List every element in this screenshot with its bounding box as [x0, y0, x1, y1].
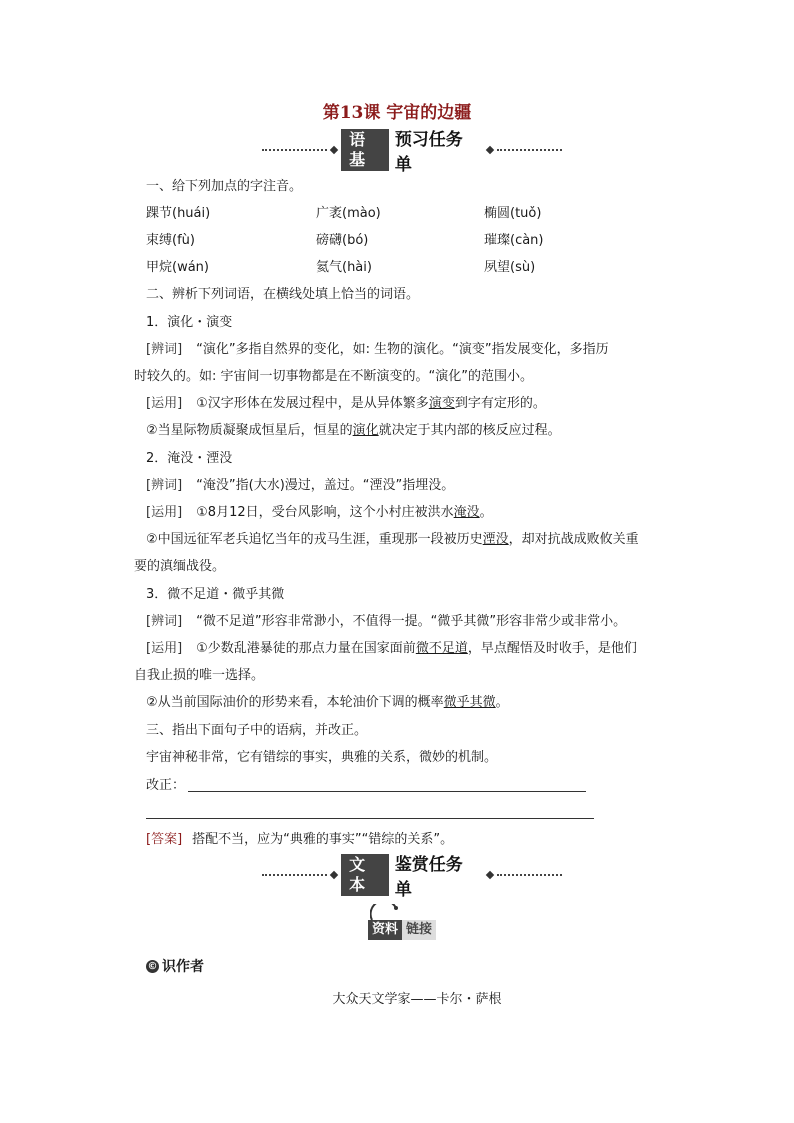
yunyong-line	[146, 395, 546, 413]
sentence-text: ①8月12日，受台风影响，这个小村庄被洪水	[196, 505, 454, 520]
bianci-tag: [辨词]	[146, 614, 183, 629]
resource-label	[368, 920, 436, 940]
sentence-text: ，早点醒悟及时收手，是他们	[467, 641, 637, 656]
bianci-text: “淹没”指(大水)漫过，盖过。“湮没”指埋没。	[196, 478, 455, 493]
sentence-text: ①汉字形体在发展过程中，是从异体繁多	[196, 396, 429, 411]
banner-tag: 语基	[341, 129, 389, 171]
bianci-text: “微不足道”形容非常渺小，不值得一提。“微乎其微”形容非常少或非常小。	[196, 614, 627, 629]
sentence-text: ②从当前国际油价的形势来看，本轮油价下调的概率	[146, 695, 444, 710]
bianci-text: “演化”多指自然界的变化，如: 生物的演化。“演变”指发展变化，多指历	[196, 342, 609, 357]
author-title: 大众天文学家——卡尔・萨根	[332, 992, 502, 1007]
pinyin-item: 甲烷(wán)	[146, 260, 209, 275]
sentence-text: 就决定于其内部的核反应过程。	[378, 423, 561, 438]
answer-line	[146, 831, 453, 849]
bianci-line	[146, 613, 626, 631]
resource-label-b: 链接	[402, 920, 436, 940]
fix-label: 改正：	[146, 778, 186, 793]
sentence-continuation: 自我止损的唯一选择。	[134, 668, 265, 683]
banner-title: 鉴赏任务单	[394, 855, 463, 900]
faulty-sentence: 宇宙神秘非常，它有错综的事实，典雅的关系，微妙的机制。	[146, 750, 498, 765]
yunyong-line	[146, 531, 639, 549]
section-banner-appreciation	[262, 855, 562, 900]
sentence-text: ②当星际物质凝聚成恒星后，恒星的	[146, 423, 353, 438]
bianci-line	[146, 477, 454, 495]
sentence-text: 到字有定形的。	[454, 396, 546, 411]
pinyin-item: 璀璨(càn)	[484, 233, 544, 248]
page-title: 第13课 宇宙的边疆	[322, 103, 472, 123]
section1-heading: 一、给下列加点的字注音。	[146, 179, 303, 194]
banner-tag: 文本	[341, 854, 389, 896]
banner-dots-left	[262, 149, 327, 151]
yunyong-line	[146, 640, 637, 658]
yunyong-tag: [运用]	[146, 396, 183, 411]
fill-answer: 淹没	[453, 505, 480, 520]
fill-answer: 微不足道	[415, 641, 468, 656]
fill-answer: 微乎其微	[443, 695, 496, 710]
answer-tag: [答案]	[146, 832, 183, 847]
yunyong-line	[146, 504, 493, 522]
author-heading-text: 识作者	[162, 959, 204, 975]
answer-text: 搭配不当，应为“典雅的事实”“错综的关系”。	[192, 832, 454, 847]
yunyong-tag: [运用]	[146, 641, 183, 656]
bianci-tag: [辨词]	[146, 342, 183, 357]
author-heading	[146, 956, 204, 976]
resource-label-a: 资料	[368, 920, 402, 940]
sentence-text: 。	[479, 505, 493, 520]
banner-dots-right	[497, 874, 562, 876]
sentence-text: 。	[495, 695, 509, 710]
banner-diamond-left	[330, 871, 338, 879]
bianci-line	[146, 341, 609, 359]
pinyin-item: 椭圆(tuǒ)	[484, 206, 542, 221]
section-banner-preview	[262, 130, 562, 175]
section3-heading: 三、指出下面句子中的语病，并改正。	[146, 723, 368, 738]
bianci-tag: [辨词]	[146, 478, 183, 493]
yunyong-line	[146, 694, 509, 712]
banner-title: 预习任务单	[394, 130, 463, 175]
fill-answer: 湮没	[482, 532, 509, 547]
banner-diamond-right	[486, 146, 494, 154]
sentence-continuation: 要的滇缅战役。	[134, 559, 226, 574]
pinyin-item: 踝节(huái)	[146, 206, 211, 221]
answer-blank-line	[146, 818, 594, 819]
banner-dots-right	[497, 149, 562, 151]
section2-heading: 二、辨析下列词语，在横线处填上恰当的词语。	[146, 287, 420, 302]
fill-answer: 演变	[428, 396, 455, 411]
sentence-text: ②中国远征军老兵追忆当年的戎马生涯，重现那一段被历史	[146, 532, 483, 547]
word-group-title: 2．淹没・湮没	[146, 451, 233, 466]
answer-blank-line	[188, 791, 586, 792]
yunyong-line	[146, 422, 561, 440]
bianci-continuation: 时较久的。如: 宇宙间一切事物都是在不断演变的。“演化”的范围小。	[134, 369, 533, 384]
pinyin-item: 束缚(fù)	[146, 233, 195, 248]
resource-link-badge	[368, 912, 464, 940]
author-icon: ©	[147, 960, 158, 972]
word-group-title: 1．演化・演变	[146, 315, 233, 330]
fill-answer: 演化	[352, 423, 379, 438]
pinyin-item: 氦气(hài)	[316, 260, 372, 275]
pinyin-item: 磅礴(bó)	[316, 233, 369, 248]
pinyin-item: 广袤(mào)	[316, 206, 381, 221]
sentence-text: ①少数乱港暴徒的那点力量在国家面前	[196, 641, 416, 656]
banner-diamond-left	[330, 146, 338, 154]
pinyin-item: 夙望(sù)	[484, 260, 536, 275]
sentence-text: ，却对抗战成败攸关重	[508, 532, 639, 547]
word-group-title: 3．微不足道・微乎其微	[146, 587, 285, 602]
yunyong-tag: [运用]	[146, 505, 183, 520]
banner-dots-left	[262, 874, 327, 876]
banner-diamond-right	[486, 871, 494, 879]
